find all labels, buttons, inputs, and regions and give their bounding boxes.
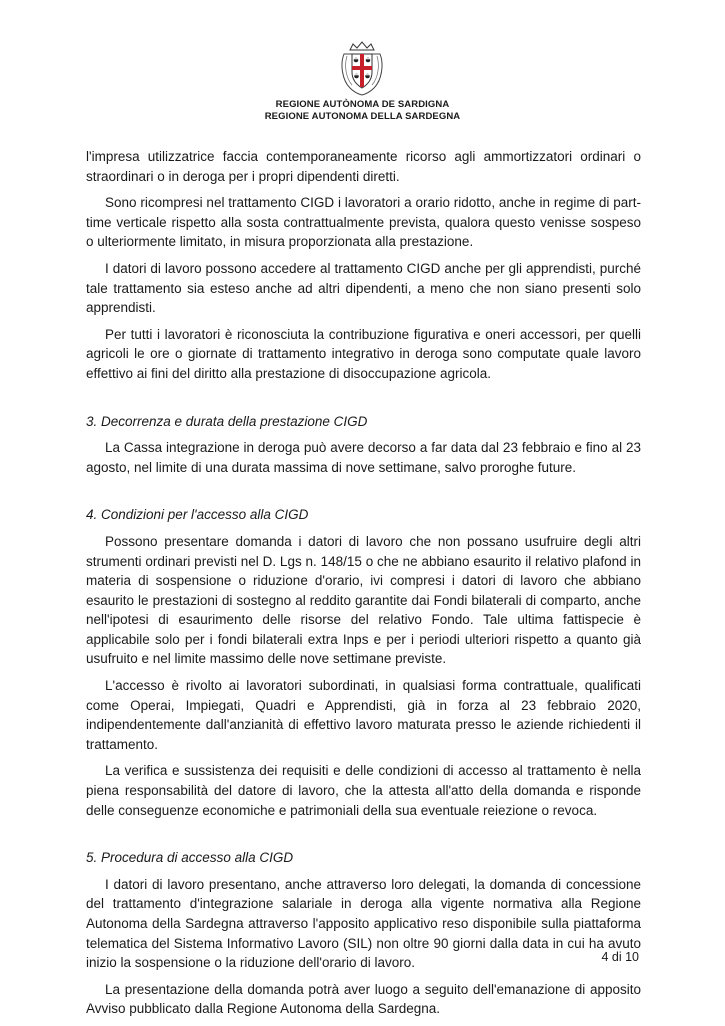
paragraph: l'impresa utilizzatrice faccia contemporaneamente ricorso agli ammortizzatori ordinari o straordinari o in deroga per i propri dipendenti diretti. bbox=[86, 149, 641, 184]
paragraph: Per tutti i lavoratori è riconosciuta la contribuzione figurativa e oneri accessori, per quelli agricoli le ore o giornate di trattamento integrativo in deroga sono computate quale lavoro effettivo ai fini del diritto alla prestazione di disoccupazione agricola. bbox=[86, 326, 641, 381]
paragraph: Possono presentare domanda i datori di lavoro che non possano usufruire degli altri strumenti ordinari previsti nel D. Lgs n. 148/15 o che ne abbiano esaurito il relativo plafond in materia di sospensione o riduzione d'orario, ivi compresi i datori di lavoro che abbiano esaurito le prestazioni di sostegno al reddito garantite dai Fondi bilaterali di comparto, anche nell'ipotesi di esaurimento delle risorse del relativo Fondo. Tale ultima fattispecie è applicabile solo per i fondi bilaterali extra Inps e per i periodi ulteriori rispetto a quanto già usufruito e nel limite massimo delle nove settimane previste. bbox=[86, 533, 641, 667]
paragraph: La Cassa integrazione in deroga può avere decorso a far data dal 23 febbraio e fino al 23 agosto, nel limite di una durata massima di nove settimane, salvo proroghe future. bbox=[86, 440, 641, 475]
paragraph: Sono ricompresi nel trattamento CIGD i lavoratori a orario ridotto, anche in regime di part-time verticale rispetto alla sosta contrattualmente prevista, qualora questo venisse sospeso o ulteriormente limitato, in misura proporzionata alla prestazione. bbox=[86, 195, 641, 250]
header-line-sardinian: REGIONE AUTÒNOMA DE SARDIGNA bbox=[275, 99, 450, 110]
section-heading: 3. Decorrenza e durata della prestazione CIGD bbox=[86, 413, 368, 429]
paragraph: I datori di lavoro possono accedere al trattamento CIGD anche per gli apprendisti, purché tale trattamento sia esteso anche ad altri dipendenti, a meno che non siano presenti solo apprendisti. bbox=[86, 260, 641, 316]
section-heading: 5. Procedura di accesso alla CIGD bbox=[86, 850, 294, 866]
paragraph: L'accesso è rivolto ai lavoratori subordinati, in qualsiasi forma contrattuale, qualificati come Operai, Impiegati, Quadri e Apprendisti, già in forza al 23 febbraio 2020, indipendentemente dall'anzianità di effettivo lavoro maturata presso le aziende richiedenti il trattamento. bbox=[86, 678, 641, 752]
paragraph: La verifica e sussistenza dei requisiti e delle condizioni di accesso al trattamento è nella piena responsabilità del datore di lavoro, che la attesta all'atto della domanda e risponde delle conseguenze economiche e patrimoniali della sua eventuale reiezione o revoca. bbox=[86, 763, 641, 818]
document-body bbox=[86, 147, 641, 1026]
page-header bbox=[0, 99, 725, 123]
header-line-italian: REGIONE AUTONOMA DELLA SARDEGNA bbox=[264, 111, 461, 122]
section-heading: 4. Condizioni per l'accesso alla CIGD bbox=[86, 507, 309, 523]
coat-of-arms-icon bbox=[338, 40, 386, 96]
paragraph: I datori di lavoro presentano, anche attraverso loro delegati, la domanda di concessione del trattamento d'integrazione salariale in deroga alla vigente normativa alla Regione Autonoma della Sardegna attraverso l'apposito applicativo reso disponibile sulla piattaforma telematica del Sistema Informativo Lavoro (SIL) non oltre 90 giorni dalla data in cui ha avuto inizio la sospensione o la riduzione dell'orario di lavoro. bbox=[86, 876, 641, 971]
paragraph: La presentazione della domanda potrà aver luogo a seguito dell'emanazione di apposito Avviso pubblicato dalla Regione Autonoma della Sardegna. bbox=[86, 981, 641, 1017]
page-number: 4 di 10 bbox=[601, 950, 639, 964]
